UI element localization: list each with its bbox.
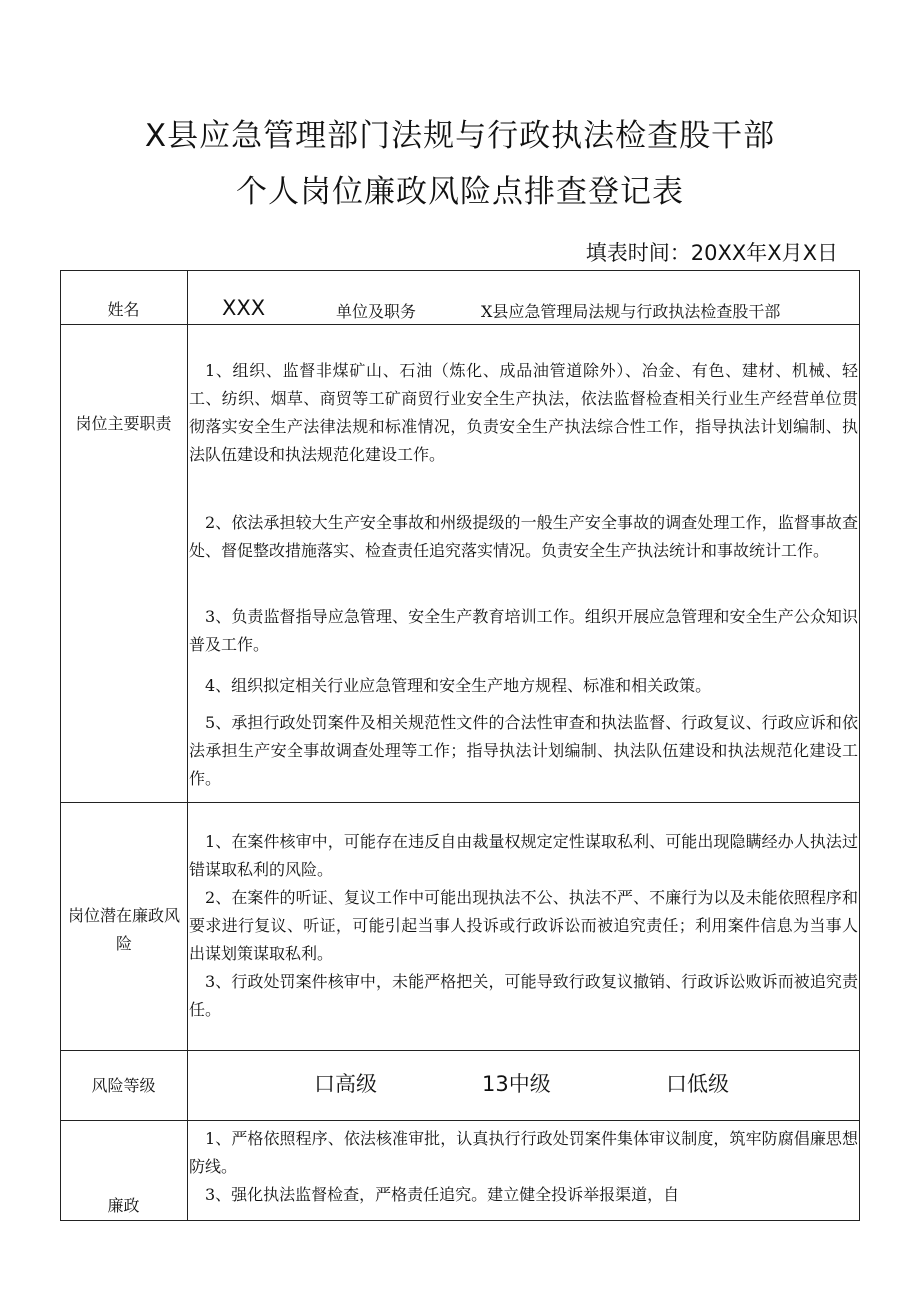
duties-label: 岗位主要职责 — [75, 414, 172, 433]
risk-item: 2、在案件的听证、复议工作中可能出现执法不公、执法不严、不廉行为以及未能依照程序和要求进行复议、听证，可能引起当事人投诉或行政诉讼而被追究责任；利用案件信息为当事人出谋划策谋取私利。 — [189, 888, 858, 963]
fill-date: 填表时间：20XX年X月X日 — [585, 241, 838, 265]
risk-level-label: 风险等级 — [91, 1076, 156, 1095]
risk-item: 1、在案件核审中，可能存在违反自由裁量权规定定性谋取私利、可能出现隐瞒经办人执法过错谋取私利的风险。 — [189, 832, 858, 879]
table-border-top — [60, 270, 860, 271]
row-divider — [60, 1050, 860, 1051]
table-border-right — [859, 270, 860, 1221]
risk-level-medium: 13中级 — [482, 1072, 551, 1096]
measure-item: 1、严格依照程序、依法核准审批，认真执行行政处罚案件集体审议制度，筑牢防腐倡廉思想防线。 — [189, 1129, 858, 1176]
risks-label: 岗位潜在廉政风险 — [67, 906, 180, 953]
duty-item: 3、负责监督指导应急管理、安全生产教育培训工作。组织开展应急管理和安全生产公众知识普及工作。 — [189, 607, 858, 654]
column-divider — [187, 270, 188, 1221]
unit-label: 单位及职务 — [336, 302, 417, 321]
name-label: 姓名 — [107, 300, 140, 319]
measure-item: 3、强化执法监督检查，严格责任追究。建立健全投诉举报渠道，自 — [205, 1185, 680, 1204]
table-border-bottom — [60, 1220, 860, 1221]
risk-item: 3、行政处罚案件核审中，未能严格把关，可能导致行政复议撤销、行政诉讼败诉而被追究责任。 — [189, 972, 858, 1019]
page-title-line1: X县应急管理部门法规与行政执法检查股干部 — [144, 118, 776, 154]
duty-item: 2、依法承担较大生产安全事故和州级提级的一般生产安全事故的调查处理工作，监督事故查处、督促整改措施落实、检查责任追究落实情况。负责安全生产执法统计和事故统计工作。 — [189, 513, 858, 560]
risk-level-low: 口低级 — [666, 1072, 729, 1096]
duty-item: 5、承担行政处罚案件及相关规范性文件的合法性审查和执法监督、行政复议、行政应诉和依法承担生产安全事故调查处理等工作；指导执法计划编制、执法队伍建设和执法规范化建设工作。 — [189, 713, 858, 788]
registration-table — [60, 270, 860, 1221]
duty-item: 4、组织拟定相关行业应急管理和安全生产地方规程、标准和相关政策。 — [205, 676, 712, 695]
name-value: XXX — [222, 296, 266, 320]
measures-label: 廉政 — [107, 1196, 140, 1215]
risk-level-high: 口高级 — [314, 1072, 377, 1096]
duty-item: 1、组织、监督非煤矿山、石油（炼化、成品油管道除外）、冶金、有色、建材、机械、轻工、纺织、烟草、商贸等工矿商贸行业安全生产执法，依法监督检查相关行业生产经营单位贯彻落实安全生产法律法规和标准情况，负责安全生产执法综合性工作，指导执法计划编制、执法队伍建设和执法规范化建设工作。 — [189, 361, 858, 464]
row-divider — [60, 1120, 860, 1121]
page-title-line2: 个人岗位廉政风险点排查登记表 — [236, 174, 684, 210]
unit-value: X县应急管理局法规与行政执法检查股干部 — [481, 302, 781, 321]
row-divider — [60, 802, 860, 803]
